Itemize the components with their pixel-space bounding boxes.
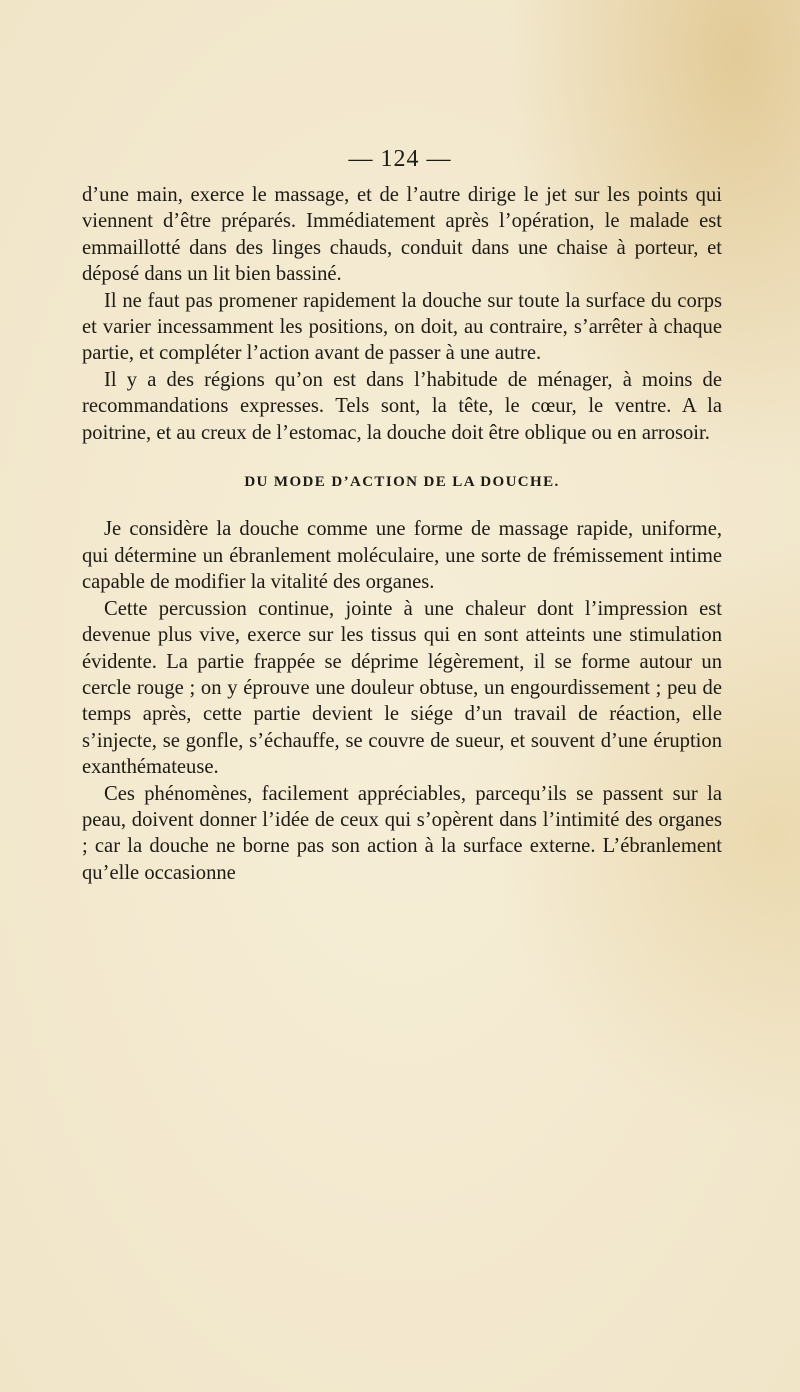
section-heading: DU MODE D’ACTION DE LA DOUCHE. <box>244 474 560 491</box>
body-text <box>82 182 722 886</box>
page-number: — 124 — <box>348 146 452 172</box>
paragraph: Cette percussion continue, jointe à une chaleur dont l’impression est devenue plus vive, exerce sur les tissus qui en sont atteints une stimulation évidente. La partie frappée se déprime légèrement, il se forme autour un cercle rouge ; on y éprouve une douleur obtuse, un engourdissement ; peu de temps après, cette partie devient le siége d’un travail de réaction, elle s’injecte, se gonfle, s’échauffe, se couvre de sueur, et souvent d’une éruption exanthémateuse. <box>82 597 722 779</box>
paragraph: Ces phénomènes, facilement appréciables, parcequ’ils se passent sur la peau, doivent donner l’idée de ceux qui s’opèrent dans l’intimité des organes ; car la douche ne borne pas son action à la surface externe. L’ébranlement qu’elle occasionne <box>82 782 722 884</box>
paragraph: Il y a des régions qu’on est dans l’habitude de ménager, à moins de recommandations expresses. Tels sont, la tête, le cœur, le ventre. A la poitrine, et au creux de l’estomac, la douche doit être oblique ou en arrosoir. <box>82 368 722 444</box>
paragraph: d’une main, exerce le massage, et de l’autre dirige le jet sur les points qui viennent d’être préparés. Immédiatement après l’opération, le malade est emmaillotté dans des linges chauds, conduit dans une chaise à porteur, et déposé dans un lit bien bassiné. <box>82 184 722 286</box>
paragraph: Il ne faut pas promener rapidement la douche sur toute la surface du corps et varier incessamment les positions, on doit, au contraire, s’arrêter à chaque partie, et compléter l’action avant de passer à une autre. <box>82 289 722 365</box>
paragraph: Je considère la douche comme une forme de massage rapide, uniforme, qui détermine un ébranlement moléculaire, une sorte de frémissement intime capable de modifier la vitalité des organes. <box>82 518 722 594</box>
